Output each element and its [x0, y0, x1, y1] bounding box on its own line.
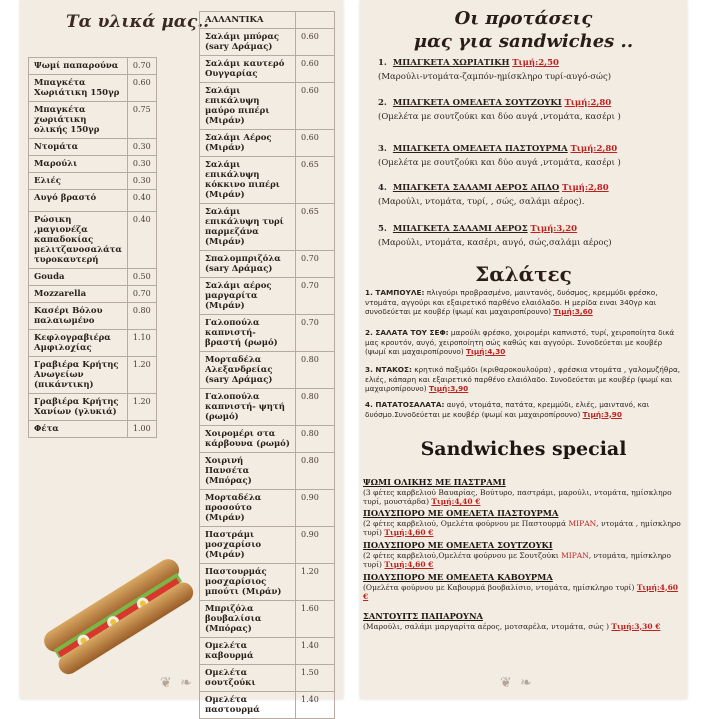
cold-cut-row [200, 315, 335, 352]
special-desc-a: (2 φέτες καρβελιού, Ομελέτα φούρνου με Παστουρμά [363, 518, 567, 528]
ingredient-row [29, 212, 157, 269]
special-name: ΠΟΛΥΣΠΟΡΟ ΜΕ ΟΜΕΛΕΤΑ ΠΑΣΤΟΥΡΜΑ [363, 508, 559, 518]
cold-cut-name: Σαλάμι επικάλυψη τυρί παρμεζάνα (Μιράν) [200, 204, 296, 251]
cold-cut-price: 1.50 [296, 665, 335, 692]
cold-cut-price: 1.40 [296, 692, 335, 719]
salad-price: Τιμή:3,90 [582, 409, 622, 419]
special-description [363, 583, 683, 602]
special-description [363, 488, 683, 507]
salad-description: αυγό, ντομάτα, πατάτα, κρεμμύδι, ελιές, μαιντανό, και δυόσμο.Συνοδεύεται με κουβέρ (ψωμί και μαχαιροπίρουνο) [365, 400, 650, 419]
right-menu-panel [360, 0, 687, 699]
cold-cut-price: 0.65 [296, 157, 335, 204]
special-name: ΣΑΝΤΟΥΙΤΣ ΠΑΠΑΡΟΥΝΑ [363, 611, 483, 621]
cold-cut-name: Σαλάμι καυτερό Ουγγαρίας [200, 56, 296, 83]
ingredient-name: Mozzarella [29, 286, 128, 303]
ingredient-name: Ρώσικη ,μαγιονέζα καπαδοκίας μελιτζανοσαλάτα τυροκαυτερή [29, 212, 128, 269]
cold-cut-row [200, 692, 335, 719]
ingredient-name: Κασέρι Βόλου παλαιωμένο [29, 303, 128, 330]
cold-cut-row [200, 601, 335, 638]
cold-cut-row [200, 251, 335, 278]
special-name: ΨΩΜΙ ΟΛΙΚΗΣ ΜΕ ΠΑΣΤΡΑΜΙ [363, 477, 506, 487]
special-desc-b: , ντομάτα, ημίσκληρο τυρί) [363, 550, 671, 569]
cold-cut-price: 1.60 [296, 601, 335, 638]
cold-cut-name: Σαλάμι Αέρος (Μιράν) [200, 130, 296, 157]
ingredient-name: Γραβιέρα Κρήτης Ανωγείων (πικάντικη) [29, 357, 128, 394]
salad-item [365, 288, 683, 317]
suggestion-name: ΜΠΑΓΚΕΤΑ ΟΜΕΛΕΤΑ ΠΑΣΤΟΥΡΜΑ [392, 144, 568, 154]
ingredient-name: Μαρούλι [29, 156, 128, 173]
ingredient-row [29, 75, 157, 102]
special-desc-b: , ντομάτα , ημίσκληρο τυρί) [363, 518, 681, 537]
ingredient-name: Κεφλογραβιέρα Αμφιλοχίας [29, 330, 128, 357]
suggestion-description: (Μαρούλι, ντομάτα, τυρί, , σώς, σαλάμι αέρος). [378, 197, 585, 207]
ingredient-name: Ψωμί παπαρούνα [29, 58, 128, 75]
suggestion-name: ΜΠΑΓΚΕΤΑ ΣΑΛΑΜΙ ΑΕΡΟΣ [392, 224, 528, 234]
cold-cut-name: Σαλάμι αέρος μαργαρίτα (Μιράν) [200, 278, 296, 315]
ingredient-price: 0.30 [127, 156, 156, 173]
cold-cut-price: 0.70 [296, 315, 335, 352]
ornament-left: ❦ ❧ [160, 675, 194, 691]
ingredient-name: Ελιές [29, 173, 128, 190]
special-item [363, 573, 683, 602]
suggestion-item [378, 98, 678, 122]
cold-cuts-table [199, 11, 335, 719]
ingredient-name: Gouda [29, 269, 128, 286]
special-name: ΠΟΛΥΣΠΟΡΟ ΜΕ ΟΜΕΛΕΤΑ ΚΑΒΟΥΡΜΑ [363, 572, 553, 582]
ingredient-price: 1.20 [127, 357, 156, 394]
ingredient-row [29, 286, 157, 303]
cold-cut-name: Χοιρινή Πανσέτα (Μπόρας) [200, 453, 296, 490]
salad-price: Τιμή:3,60 [553, 307, 593, 316]
suggestion-price: Τιμή:2,50 [512, 58, 559, 68]
salad-description: μαρούλι φρέσκο, χοιρομέρι καπνιστό, τυρί, χειροποίητα δικά μας κρουτόν, αυγό, χειροποίητη σώς καθώς και αγγούρι. Συνοδεύεται με κουβέρ (ψωμί και μαχαιροπίρουνο) [365, 328, 675, 356]
suggestion-number: 1. [378, 58, 387, 68]
cold-cut-row [200, 130, 335, 157]
ingredient-name: Μπαγκέτα χωριάτικη ολικής 150γρ [29, 102, 128, 139]
suggestion-description: (Μαρούλι-ντομάτα-ζαμπόν-ημίσκληρο τυρί-αυγό-σώς) [378, 72, 612, 82]
ingredients-title: Τα υλικά μας.. [66, 12, 210, 32]
ornament-right: ❦ ❧ [500, 675, 534, 691]
salad-item [365, 365, 683, 394]
cold-cut-price: 1.20 [296, 564, 335, 601]
cold-cut-row [200, 157, 335, 204]
cold-cut-row [200, 83, 335, 130]
special-desc-a: (Μαρούλι, σαλάμι μαργαρίτα αέρος, μοτσαρέλα, ντομάτα, σώς ) [363, 621, 609, 631]
ingredient-price: 0.60 [127, 75, 156, 102]
cold-cut-name: Παστράμι μοσχαρίσιο (Μιράν) [200, 527, 296, 564]
special-item [363, 478, 683, 507]
ingredient-name: Αυγό βραστό [29, 190, 128, 212]
cold-cut-row [200, 278, 335, 315]
ingredient-row [29, 421, 157, 438]
ingredients-table [28, 57, 157, 438]
special-item [363, 509, 683, 538]
ingredient-price: 0.80 [127, 303, 156, 330]
ingredient-row [29, 139, 157, 156]
suggestion-item [378, 144, 678, 168]
cold-cut-name: Μορταδέλα προσούτο (Μιράν) [200, 490, 296, 527]
special-description [363, 551, 683, 570]
salads-title: Σαλάτες [475, 262, 572, 286]
cold-cut-name: Χοιρομέρι στα κάρβουνα (ρωμό) [200, 426, 296, 453]
cold-cut-name: Μορταδέλα Αλεξανδρείας (sary Δράμας) [200, 352, 296, 389]
ingredient-price: 0.30 [127, 139, 156, 156]
cold-cut-name: Σαλάμι μπύρας (sary Δράμας) [200, 29, 296, 56]
cold-cut-price: 0.80 [296, 426, 335, 453]
suggestion-name: ΜΠΑΓΚΕΤΑ ΟΜΕΛΕΤΑ ΣΟΥΤΖΟΥΚΙ [392, 98, 562, 108]
cold-cuts-header: ΑΛΛΑΝΤΙΚΑ [200, 12, 296, 29]
ingredient-row [29, 269, 157, 286]
salad-name: 3. ΝΤΑΚΟΣ: [365, 365, 412, 374]
salad-item [365, 328, 683, 357]
cold-cut-row [200, 665, 335, 692]
cold-cut-price: 0.90 [296, 490, 335, 527]
cold-cut-name: Σαλάμι επικάλυψη κόκκινο πιπέρι (Μιράν) [200, 157, 296, 204]
cold-cut-price: 0.80 [296, 453, 335, 490]
suggestion-price: Τιμή:2,80 [562, 183, 609, 193]
baguette-sandwich-image [35, 555, 200, 675]
ingredient-row [29, 303, 157, 330]
salad-item [365, 400, 683, 419]
cold-cut-name: Σπαλομπριζόλα (sary Δράμας) [200, 251, 296, 278]
cold-cut-row [200, 453, 335, 490]
special-description [363, 622, 683, 632]
salad-description: πλιγούρι προβρασμένο, μαιντανός, δυόσμος, κρεμμύδι φρέσκο, ντομάτα, αγγούρι και εξαιρετικό παρθένο ελαιόλαδο. Η μερίδα ειναι 340γρ και συνοδεύεται με κουβέρ (ψωμί και μαχαιροπίρουνο) [365, 288, 658, 316]
cold-cut-price: 0.70 [296, 251, 335, 278]
suggestion-description: (Μαρούλι, ντομάτα, κασέρι, αυγό, σώς,σαλάμι αέρος) [378, 238, 612, 248]
ingredient-row [29, 330, 157, 357]
cold-cut-row [200, 638, 335, 665]
special-price: Τιμή:3,30 € [611, 621, 661, 631]
suggestion-item [378, 183, 678, 207]
ingredient-price: 0.75 [127, 102, 156, 139]
cold-cut-row [200, 389, 335, 426]
special-price: Τιμή:4,60 € [384, 528, 434, 537]
salad-description: κρητικό παξιμάδι (κριθαροκουλούρα) , φρέσκια ντομάτα , γαλομυζήθρα, ελιές, κάπαρη και εξαιρετικό παρθένο ελαιόλαδο. Συνοδεύεται με κουβέρ (ψωμί και μαχαιροπίρουνο) [365, 365, 681, 393]
cold-cut-row [200, 527, 335, 564]
salad-name: 2. ΣΑΛΑΤΑ ΤΟΥ ΣΕΦ: [365, 328, 449, 337]
ingredient-price: 1.00 [127, 421, 156, 438]
cold-cut-price: 0.90 [296, 527, 335, 564]
ingredient-name: Μπαγκέτα Χωριάτικη 150γρ [29, 75, 128, 102]
suggestion-price: Τιμή:3,20 [530, 224, 578, 234]
cold-cut-name: Μπριζόλα βουβαλίσια (Μπόρας) [200, 601, 296, 638]
salad-price: Τιμή:3,90 [428, 384, 469, 393]
ingredient-price: 1.10 [127, 330, 156, 357]
ingredient-row [29, 190, 157, 212]
ingredient-price: 0.30 [127, 173, 156, 190]
salad-price: Τιμή:4,30 [466, 347, 506, 356]
ingredient-name: Φέτα [29, 421, 128, 438]
suggestions-title-line1: Οι προτάσεις [454, 8, 593, 29]
cold-cut-price: 0.65 [296, 204, 335, 251]
ingredient-price: 0.50 [127, 269, 156, 286]
cold-cut-price: 0.80 [296, 389, 335, 426]
ingredient-price: 0.40 [127, 190, 156, 212]
special-desc-a: (Ομελέτα φούρνου με Καβουρμά βουβαλίσιο, ντομάτα, ημίσκληρο τυρί) [363, 582, 635, 592]
suggestion-name: ΜΠΑΓΚΕΤΑ ΧΩΡΙΑΤΙΚΗ [392, 58, 510, 68]
suggestion-line [378, 183, 678, 193]
cold-cut-row [200, 29, 335, 56]
special-brand: ΜΙΡΑΝ [568, 518, 597, 528]
suggestion-number: 4. [378, 183, 387, 193]
cold-cut-price: 0.60 [296, 29, 335, 56]
cold-cut-row [200, 564, 335, 601]
cold-cut-row [200, 490, 335, 527]
cold-cut-name: Ομελέτα σουτζούκι [200, 665, 296, 692]
suggestion-number: 2. [378, 98, 387, 108]
ingredient-row [29, 156, 157, 173]
ingredient-name: Γραβιέρα Κρήτης Χανίων (γλυκιά) [29, 394, 128, 421]
suggestion-line [378, 144, 678, 154]
ingredient-price: 0.40 [127, 212, 156, 269]
special-item [363, 541, 683, 570]
special-price: Τιμή:4,60 € [363, 582, 679, 601]
cold-cut-row [200, 426, 335, 453]
salad-name: 1. ΤΑΜΠΟΥΛΕ: [365, 288, 425, 297]
cold-cut-price: 0.60 [296, 56, 335, 83]
suggestion-item [378, 58, 678, 82]
suggestion-description: (Ομελέτα με σουτζούκι και δύο αυγά ,ντομάτα, κασέρι ) [378, 158, 621, 168]
special-description [363, 519, 683, 538]
cold-cut-price: 1.40 [296, 638, 335, 665]
suggestion-number: 3. [378, 144, 387, 154]
ingredient-row [29, 357, 157, 394]
cold-cut-name: Ομελέτα καβουρμά [200, 638, 296, 665]
special-desc-a: (3 φέτες καρβελιού Βαυαρίας, Βούτυρο, παστράμι, μαρούλι, ντομάτα, ημίσκληρο τυρί, μουστάρδα) [363, 487, 672, 506]
suggestion-line [378, 58, 678, 68]
suggestion-price: Τιμή:2,80 [570, 144, 618, 154]
ingredient-row [29, 394, 157, 421]
cold-cut-row [200, 204, 335, 251]
specials-title: Sandwiches special [420, 438, 627, 460]
suggestion-line [378, 224, 678, 234]
ingredient-row [29, 173, 157, 190]
cold-cut-price: 0.60 [296, 130, 335, 157]
special-price: Τιμή:4,60 € [384, 560, 434, 569]
cold-cut-price: 0.80 [296, 352, 335, 389]
ingredient-price: 0.70 [127, 286, 156, 303]
special-price: Τιμή:4,40 € [431, 497, 481, 506]
suggestions-title-line2: μας για sandwiches .. [413, 31, 634, 52]
cold-cut-row [200, 56, 335, 83]
suggestion-price: Τιμή:2,80 [564, 98, 612, 108]
special-brand: ΜΙΡΑΝ [561, 550, 589, 560]
ingredient-row [29, 58, 157, 75]
ingredient-row [29, 102, 157, 139]
suggestion-number: 5. [378, 224, 387, 234]
ingredient-price: 0.70 [127, 58, 156, 75]
special-item [363, 612, 683, 631]
cold-cut-name: Γαλοπούλα καπνιστή-βραστή (ρωμό) [200, 315, 296, 352]
suggestion-name: ΜΠΑΓΚΕΤΑ ΣΑΛΑΜΙ ΑΕΡΟΣ ΑΠΛΟ [392, 183, 560, 193]
special-name: ΠΟΛΥΣΠΟΡΟ ΜΕ ΟΜΕΛΕΤΑ ΣΟΥΤΖΟΥΚΙ [363, 540, 553, 550]
cold-cut-price: 0.70 [296, 278, 335, 315]
cold-cut-name: Παστουρμάς μοσχαρίσιος μπούτι (Μιράν) [200, 564, 296, 601]
cold-cut-name: Γαλοπούλα καπνιστή- ψητή (ρωμό) [200, 389, 296, 426]
cold-cut-name: Ομελέτα παστουρμά [200, 692, 296, 719]
suggestion-item [378, 224, 678, 248]
cold-cut-price: 0.60 [296, 83, 335, 130]
special-desc-a: (2 φέτες καρβελιού,Ομελέτα φούρνου με Σουτζούκι [363, 550, 559, 560]
suggestion-line [378, 98, 678, 108]
ingredient-price: 1.20 [127, 394, 156, 421]
salad-name: 4. ΠΑΤΑΤΟΣΑΛΑΤΑ: [365, 400, 445, 409]
ingredient-name: Ντομάτα [29, 139, 128, 156]
cold-cut-name: Σαλάμι επικάλυψη μαύρο πιπέρι (Μιράν) [200, 83, 296, 130]
suggestion-description: (Ομελέτα με σουτζούκι και δύο αυγά ,ντομάτα, κασέρι ) [378, 112, 621, 122]
cold-cut-row [200, 352, 335, 389]
